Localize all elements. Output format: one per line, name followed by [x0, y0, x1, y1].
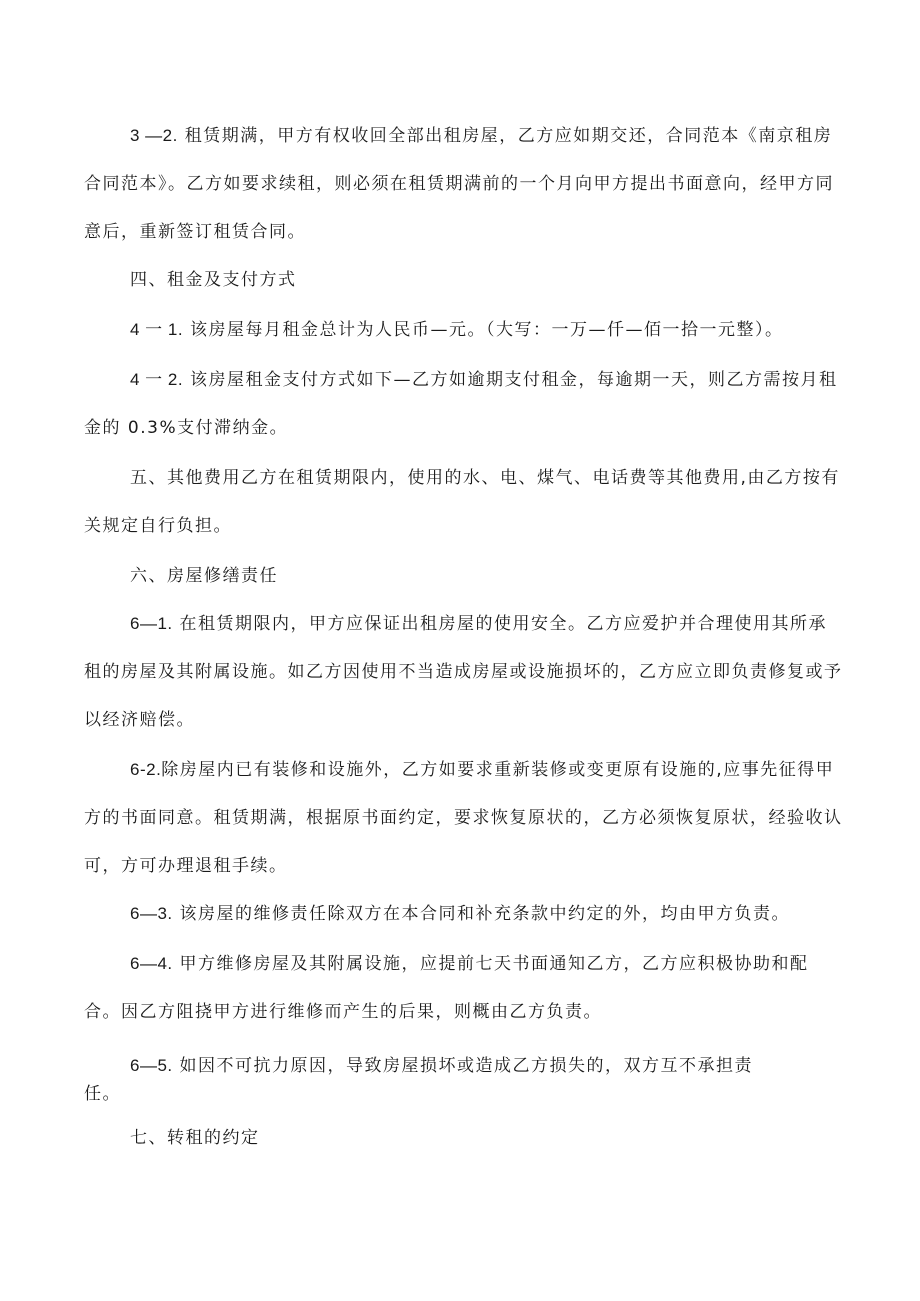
- section-text: 五、其他费用乙方在租赁期限内，使用的水、电、煤气、电话费等其他费用,由乙方按有关规定自行负担。: [84, 468, 840, 536]
- clause-3-2: [84, 112, 844, 256]
- clause-number: 6—3.: [130, 904, 173, 923]
- clause-text: 除房屋内已有装修和设施外，乙方如要求重新装修或变更原有设施的,应事先征得甲方的书面同意。租赁期满，根据原书面约定，要求恢复原状的，乙方必须恢复原状，经验收认可，方可办理退租手续。: [84, 760, 843, 876]
- clause-number: 6—1.: [130, 614, 173, 633]
- clause-number: 4 一 2.: [130, 370, 184, 389]
- clause-text: 该房屋每月租金总计为人民币—元。（大写：一万—仟—佰一拾一元整）。: [183, 320, 784, 340]
- clause-text: 如因不可抗力原因，导致房屋损坏或造成乙方损失的，双方互不承担责任。: [84, 1056, 754, 1104]
- clause-4-2: [84, 356, 844, 452]
- clause-6-3: [84, 890, 844, 938]
- heading-text: 七、转租的约定: [130, 1128, 260, 1148]
- clause-number: 4 一 1.: [130, 320, 184, 339]
- clause-6-2: [84, 746, 844, 890]
- clause-4-1: [84, 306, 844, 354]
- section-heading-repair: [84, 552, 844, 600]
- clause-number: 6—4.: [130, 954, 173, 973]
- clause-6-4: [84, 940, 844, 1036]
- section-other-fees: [84, 454, 844, 550]
- clause-text: 该房屋租金支付方式如下—乙方如逾期支付租金，每逾期一天，则乙方需按月租金的 0.3%支付滞纳金。: [84, 370, 838, 438]
- heading-text: 四、租金及支付方式: [130, 270, 297, 290]
- heading-text: 六、房屋修缮责任: [130, 566, 278, 586]
- section-heading-rent: [84, 256, 844, 304]
- clause-6-1: [84, 600, 844, 744]
- clause-6-5: [84, 1052, 784, 1108]
- clause-text: 在租赁期限内，甲方应保证出租房屋的使用安全。乙方应爱护并合理使用其所承租的房屋及其附属设施。如乙方因使用不当造成房屋或设施损坏的，乙方应立即负责修复或予以经济赔偿。: [84, 614, 843, 730]
- clause-number: 3 —2.: [130, 126, 178, 145]
- section-heading-sublease: [84, 1114, 844, 1162]
- clause-number: 6—5.: [130, 1056, 173, 1075]
- clause-text: 租赁期满，甲方有权收回全部出租房屋，乙方应如期交还，合同范本《南京租房合同范本》。乙方如要求续租，则必须在租赁期满前的一个月向甲方提出书面意向，经甲方同意后，重新签订租赁合同。: [84, 126, 834, 242]
- clause-text: 该房屋的维修责任除双方在本合同和补充条款中约定的外，均由甲方负责。: [172, 904, 791, 924]
- clause-number: 6-2.: [130, 760, 162, 779]
- clause-text: 甲方维修房屋及其附属设施，应提前七天书面通知乙方，乙方应积极协助和配合。因乙方阻挠甲方进行维修而产生的后果，则概由乙方负责。: [84, 954, 809, 1022]
